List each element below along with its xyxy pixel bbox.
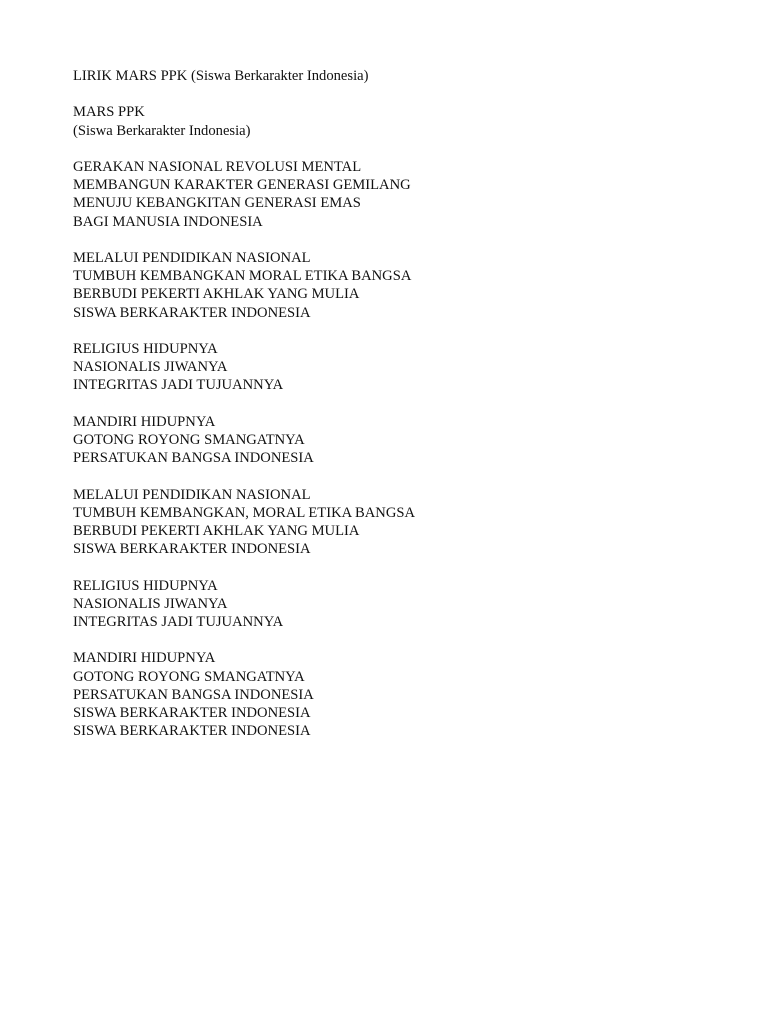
stanza-2 [73,249,713,322]
lyric-line: TUMBUH KEMBANGKAN, MORAL ETIKA BANGSA [73,504,416,521]
lyric-line: MELALUI PENDIDIKAN NASIONAL [73,486,311,503]
lyric-line: SISWA BERKARAKTER INDONESIA [73,704,311,721]
lyric-line: PERSATUKAN BANGSA INDONESIA [73,450,314,467]
lyric-line: SISWA BERKARAKTER INDONESIA [73,723,311,740]
stanza-1 [73,158,713,231]
lyric-line: GOTONG ROYONG SMANGATNYA [73,431,305,448]
lyric-line: GERAKAN NASIONAL REVOLUSI MENTAL [73,158,362,175]
document-title: LIRIK MARS PPK (Siswa Berkarakter Indonesia) [73,68,369,84]
lyric-line: MANDIRI HIDUPNYA [73,413,216,430]
lyric-line: BERBUDI PEKERTI AKHLAK YANG MULIA [73,522,360,539]
lyric-line: MELALUI PENDIDIKAN NASIONAL [73,249,311,266]
document-content [73,67,713,740]
lyric-line: MENUJU KEBANGKITAN GENERASI EMAS [73,195,361,212]
lyric-line: BERBUDI PEKERTI AKHLAK YANG MULIA [73,286,360,303]
song-subtitle: (Siswa Berkarakter Indonesia) [73,122,251,139]
lyric-line: RELIGIUS HIDUPNYA [73,577,218,594]
lyric-line: MEMBANGUN KARAKTER GENERASI GEMILANG [73,177,411,194]
lyric-line: SISWA BERKARAKTER INDONESIA [73,541,311,558]
lyric-line: SISWA BERKARAKTER INDONESIA [73,304,311,321]
lyric-line: GOTONG ROYONG SMANGATNYA [73,668,305,685]
lyric-line: TUMBUH KEMBANGKAN MORAL ETIKA BANGSA [73,268,412,285]
stanza-3 [73,340,713,395]
song-heading [73,103,713,139]
stanza-5 [73,486,713,559]
lyric-line: BAGI MANUSIA INDONESIA [73,213,263,230]
lyric-line: PERSATUKAN BANGSA INDONESIA [73,686,314,703]
lyric-line: INTEGRITAS JADI TUJUANNYA [73,377,284,394]
lyric-line: RELIGIUS HIDUPNYA [73,340,218,357]
lyric-line: NASIONALIS JIWANYA [73,595,228,612]
lyric-line: INTEGRITAS JADI TUJUANNYA [73,613,284,630]
stanza-7 [73,649,713,740]
song-title: MARS PPK [73,104,145,121]
lyric-line: NASIONALIS JIWANYA [73,359,228,376]
stanza-4 [73,413,713,468]
stanza-6 [73,577,713,632]
lyric-line: MANDIRI HIDUPNYA [73,650,216,667]
